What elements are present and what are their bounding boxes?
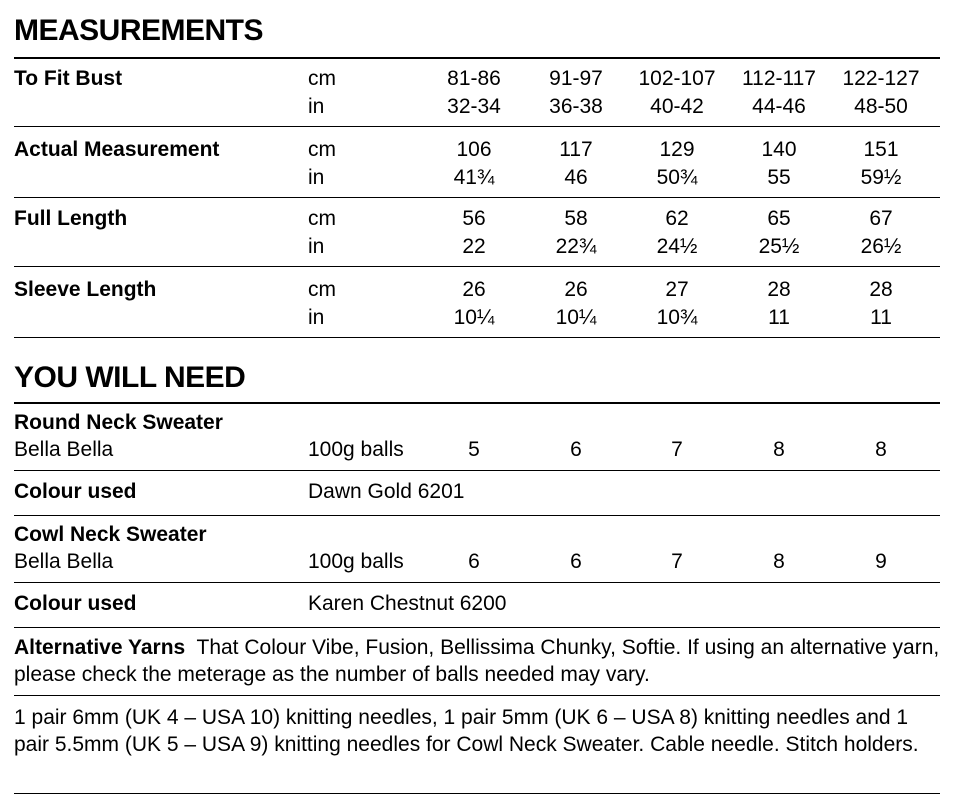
value-cell: 122-127	[842, 67, 920, 90]
value-cell: 25½	[758, 235, 800, 258]
yarn-name: Bella Bella	[14, 550, 114, 573]
measurements-title: MEASUREMENTS	[14, 14, 264, 47]
ball-count: 6	[570, 550, 582, 573]
round-neck-heading: Round Neck Sweater	[14, 411, 223, 434]
row-label: Actual Measurement	[14, 138, 220, 161]
value-cell: 81-86	[447, 67, 501, 90]
value-cell: 40-42	[650, 95, 704, 118]
divider	[14, 57, 940, 59]
value-cell: 22¾	[555, 235, 597, 258]
you-will-need-title: YOU WILL NEED	[14, 361, 246, 394]
value-cell: 55	[767, 166, 791, 189]
value-cell: 28	[869, 278, 893, 301]
value-cell: 22	[462, 235, 486, 258]
value-cell: 32-34	[447, 95, 501, 118]
value-cell: 102-107	[638, 67, 716, 90]
value-cell: 112-117	[742, 67, 816, 90]
divider	[14, 197, 940, 198]
value-cell: 62	[665, 207, 689, 230]
value-cell: 67	[869, 207, 893, 230]
value-cell: 91-97	[549, 67, 603, 90]
value-cell: 151	[863, 138, 899, 161]
needles-paragraph: 1 pair 6mm (UK 4 – USA 10) knitting needles, 1 pair 5mm (UK 6 – USA 8) knitting needles and 1 pair 5.5mm (UK 5 – USA 9) knitting needles for Cowl Neck Sweater. Cable needle. Stitch holders.	[14, 706, 919, 756]
ball-count: 5	[468, 438, 480, 461]
value-cell: 117	[559, 138, 593, 161]
divider	[14, 126, 940, 127]
ball-count: 6	[468, 550, 480, 573]
value-cell: 46	[564, 166, 588, 189]
value-cell: 24½	[656, 235, 698, 258]
value-cell: 26	[462, 278, 486, 301]
divider	[14, 402, 940, 404]
yarn-name: Bella Bella	[14, 438, 114, 461]
value-cell: 11	[870, 306, 892, 329]
value-cell: 58	[564, 207, 588, 230]
ball-count: 7	[671, 550, 683, 573]
value-cell: 56	[462, 207, 486, 230]
divider	[14, 793, 940, 794]
value-cell: 140	[761, 138, 797, 161]
unit-in: in	[308, 306, 325, 329]
value-cell: 50¾	[656, 166, 698, 189]
value-cell: 11	[768, 306, 790, 329]
ball-count: 7	[671, 438, 683, 461]
divider	[14, 337, 940, 338]
value-cell: 10¼	[555, 306, 597, 329]
row-label: To Fit Bust	[14, 67, 123, 90]
value-cell: 44-46	[752, 95, 806, 118]
value-cell: 65	[767, 207, 791, 230]
value-cell: 10¼	[453, 306, 495, 329]
divider	[14, 470, 940, 471]
divider	[14, 695, 940, 696]
unit-cm: cm	[308, 278, 336, 301]
unit-cm: cm	[308, 138, 336, 161]
value-cell: 41¾	[453, 166, 495, 189]
value-cell: 129	[659, 138, 695, 161]
ball-count: 6	[570, 438, 582, 461]
ball-count: 9	[875, 550, 887, 573]
value-cell: 26	[564, 278, 588, 301]
yarn-unit: 100g balls	[308, 438, 404, 461]
value-cell: 106	[456, 138, 492, 161]
unit-cm: cm	[308, 207, 336, 230]
value-cell: 59½	[860, 166, 902, 189]
value-cell: 36-38	[549, 95, 603, 118]
row-label: Full Length	[14, 207, 128, 230]
yarn-unit: 100g balls	[308, 550, 404, 573]
alternative-yarns-label: Alternative Yarns	[14, 636, 186, 659]
divider	[14, 515, 940, 516]
row-label: Sleeve Length	[14, 278, 157, 301]
value-cell: 10¾	[656, 306, 698, 329]
divider	[14, 627, 940, 628]
ball-count: 8	[773, 550, 785, 573]
ball-count: 8	[875, 438, 887, 461]
value-cell: 27	[665, 278, 689, 301]
unit-in: in	[308, 166, 325, 189]
cowl-neck-heading: Cowl Neck Sweater	[14, 523, 207, 546]
alternative-yarns-text: That Colour Vibe, Fusion, Bellissima Chunky, Softie. If using an alternative yarn, please check the meterage as the number of balls needed may vary.	[14, 636, 946, 686]
unit-cm: cm	[308, 67, 336, 90]
unit-in: in	[308, 95, 325, 118]
unit-in: in	[308, 235, 325, 258]
colour-value: Dawn Gold 6201	[308, 480, 465, 503]
alternative-yarns-paragraph	[14, 634, 946, 688]
colour-value: Karen Chestnut 6200	[308, 592, 507, 615]
divider	[14, 582, 940, 583]
ball-count: 8	[773, 438, 785, 461]
value-cell: 48-50	[854, 95, 908, 118]
colour-label: Colour used	[14, 592, 137, 615]
colour-label: Colour used	[14, 480, 137, 503]
divider	[14, 266, 940, 267]
value-cell: 26½	[860, 235, 902, 258]
value-cell: 28	[767, 278, 791, 301]
